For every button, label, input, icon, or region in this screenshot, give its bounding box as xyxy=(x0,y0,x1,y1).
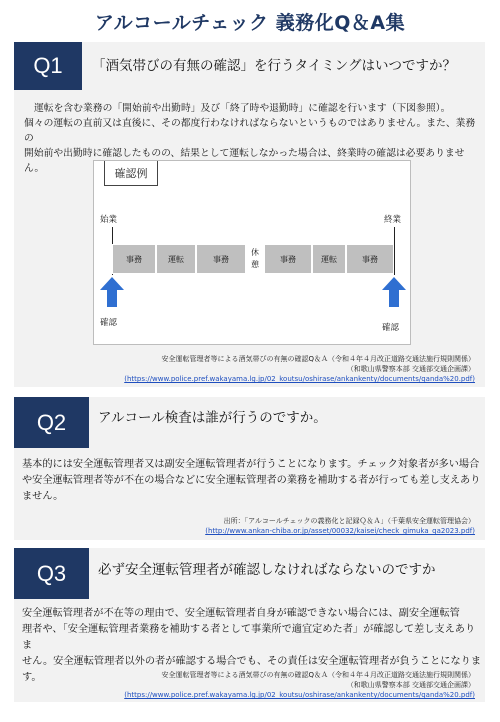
q1-answer-line-1: 運転を含む業務の「開始前や出勤時」及び「終了時や退勤時」に確認を行います（下図参照）。 xyxy=(34,103,451,114)
q2-question: アルコール検査は誰が行うのですか。 xyxy=(98,410,327,426)
end-tick xyxy=(394,227,395,275)
q3-source-line-1: 安全運転管理者等による酒気帯びの有無の確認Q＆Ａ（令和４年４月改正道路交通法施行規則関係） xyxy=(161,671,475,679)
check-arrow-right-icon xyxy=(382,277,406,307)
q3-answer-line-3: せん。安全運転管理者以外の者が確認する場合でも、その責任は安全運転管理者が負うことになりま xyxy=(22,656,482,667)
segment-office-4: 事務 xyxy=(346,244,394,274)
segment-office-1: 事務 xyxy=(112,244,156,274)
q3-source-link[interactable]: (https://www.police.pref.wakayama.lg.jp/02_koutsu/oshirase/ankankenty/documents/qanda%20.pdf) xyxy=(124,691,475,699)
rest-label-char-2: 憩 xyxy=(251,260,259,269)
q3-number-badge: Q3 xyxy=(14,548,89,599)
q2-panel xyxy=(14,397,485,540)
rest-label-char-1: 休 xyxy=(251,248,259,257)
q3-answer-line-4: す。 xyxy=(22,672,42,683)
segment-office-2: 事務 xyxy=(196,244,246,274)
check-label-left: 確認 xyxy=(100,318,118,328)
page-title: アルコールチェック 義務化Q＆A集 xyxy=(94,12,406,34)
segment-driving-2: 運転 xyxy=(312,244,346,274)
check-arrow-left-icon xyxy=(100,277,124,307)
q3-source-line-2: （和歌山県警察本部 交通部交通企画課） xyxy=(346,681,475,689)
q1-number-badge: Q1 xyxy=(14,42,82,90)
q2-answer-line-2: や安全運転管理者等が不在の場合などに安全運転管理者の業務を補助する者が行っても差し支えあり xyxy=(22,475,481,486)
diagram-label: 確認例 xyxy=(104,161,158,186)
q1-answer-line-3: 開始前や出勤時に確認したものの、結果として運転しなかった場合は、終業時の確認は必要ありません。 xyxy=(24,148,465,174)
q2-answer-line-3: ません。 xyxy=(22,491,64,502)
q3-answer-line-1: 安全運転管理者が不在等の理由で、安全運転管理者自身が確認できない場合には、副安全運転管 xyxy=(22,608,460,619)
rest-label xyxy=(246,244,264,274)
q2-number-badge: Q2 xyxy=(14,397,89,448)
q1-source-link[interactable]: (https://www.police.pref.wakayama.lg.jp/02_koutsu/oshirase/ankankenty/documents/qanda%20.pdf) xyxy=(124,375,475,383)
q2-answer xyxy=(22,457,482,505)
q2-source-link[interactable]: (http://www.ankan-chiba.or.jp/asset/00032/kaisei/check_gimuka_qa2023.pdf) xyxy=(205,527,475,535)
q3-source xyxy=(124,670,475,700)
q2-source xyxy=(205,516,475,536)
q2-source-line-1: 出所：「アルコールチェックの義務化と記録Ｑ＆Ａ」（千葉県安全運転管理協会） xyxy=(223,517,475,525)
q1-source-line-2: （和歌山県警察本部 交通部交通企画課） xyxy=(346,365,475,373)
q3-panel xyxy=(14,548,485,702)
q3-answer-line-2: 理者や、「安全運転管理者業務を補助する者として事業所で適宜定めた者」が確認して差し支えありま xyxy=(22,624,476,651)
start-label: 始業 xyxy=(100,215,118,225)
check-timing-diagram xyxy=(93,160,411,345)
segment-office-3: 事務 xyxy=(264,244,312,274)
q1-question: 「酒気帯びの有無の確認」を行うタイミングはいつですか？ xyxy=(92,58,456,74)
q1-source-line-1: 安全運転管理者等による酒気帯びの有無の確認Q＆Ａ（令和４年４月改正道路交通法施行規則関係） xyxy=(161,355,475,363)
end-label: 終業 xyxy=(384,215,402,225)
q1-answer-line-2: 個々の運転の直前又は直後に、その都度行わなければならないというものではありません。また、業務の xyxy=(24,118,476,144)
q2-answer-line-1: 基本的には安全運転管理者又は副安全運転管理者が行うことになります。チェック対象者が多い場合 xyxy=(22,459,480,470)
q1-panel xyxy=(14,42,485,387)
q3-question: 必ず安全運転管理者が確認しなければならないのですか xyxy=(98,562,436,578)
q1-source xyxy=(124,354,475,384)
check-label-right: 確認 xyxy=(382,323,400,333)
segment-driving-1: 運転 xyxy=(156,244,196,274)
